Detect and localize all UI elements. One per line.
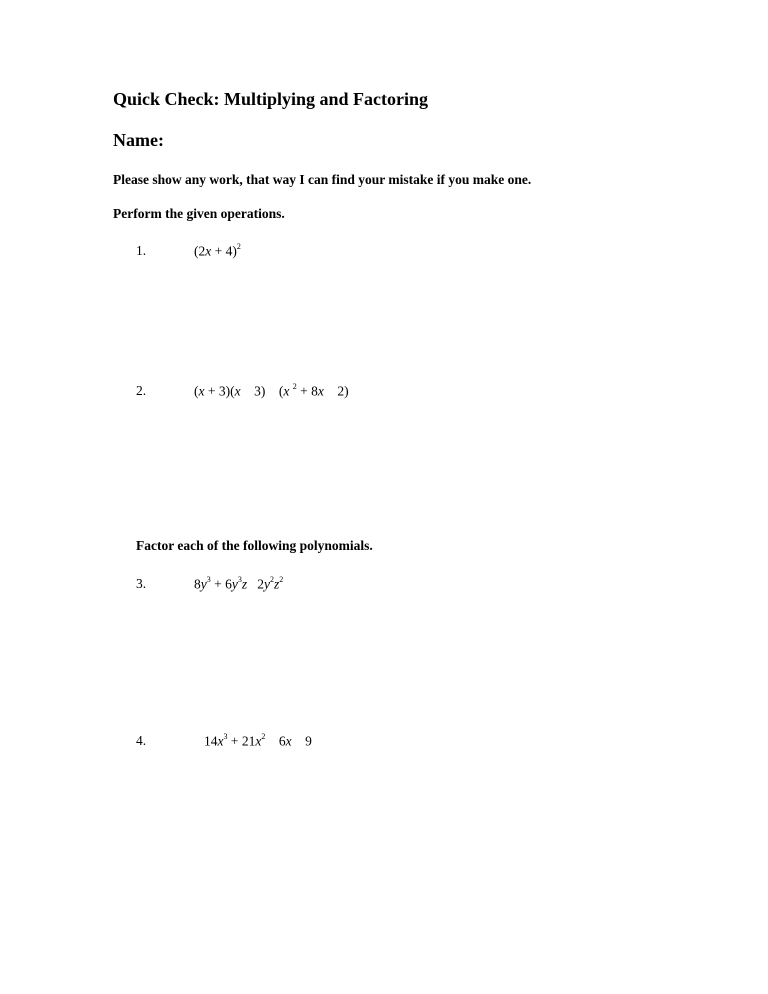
problem-1-number: 1. (136, 243, 147, 258)
problem-1-expression: $(2x + 4)^2$ (194, 242, 241, 259)
problem-4-number: 4. (136, 733, 147, 748)
instruction-perform: Perform the given operations. (113, 206, 285, 221)
worksheet-title: Quick Check: Multiplying and Factoring (113, 89, 429, 109)
problem-3-number: 3. (136, 576, 147, 591)
problem-2-number: 2. (136, 383, 147, 398)
instruction-show-work: Please show any work, that way I can find your mistake if you make one. (113, 172, 532, 187)
problem-3-expression: $8y^3 + 6y^3z$ $2y^2z^2$ (194, 575, 284, 592)
problem-4-expression: $14x^3 + 21x^2$ 6x 9 (204, 732, 312, 749)
instruction-factor: Factor each of the following polynomials. (136, 538, 373, 553)
problem-2-expression: (x + 3)(x 3) (x $^2$ + 8x 2) (194, 382, 349, 399)
name-label: Name: (113, 130, 164, 150)
